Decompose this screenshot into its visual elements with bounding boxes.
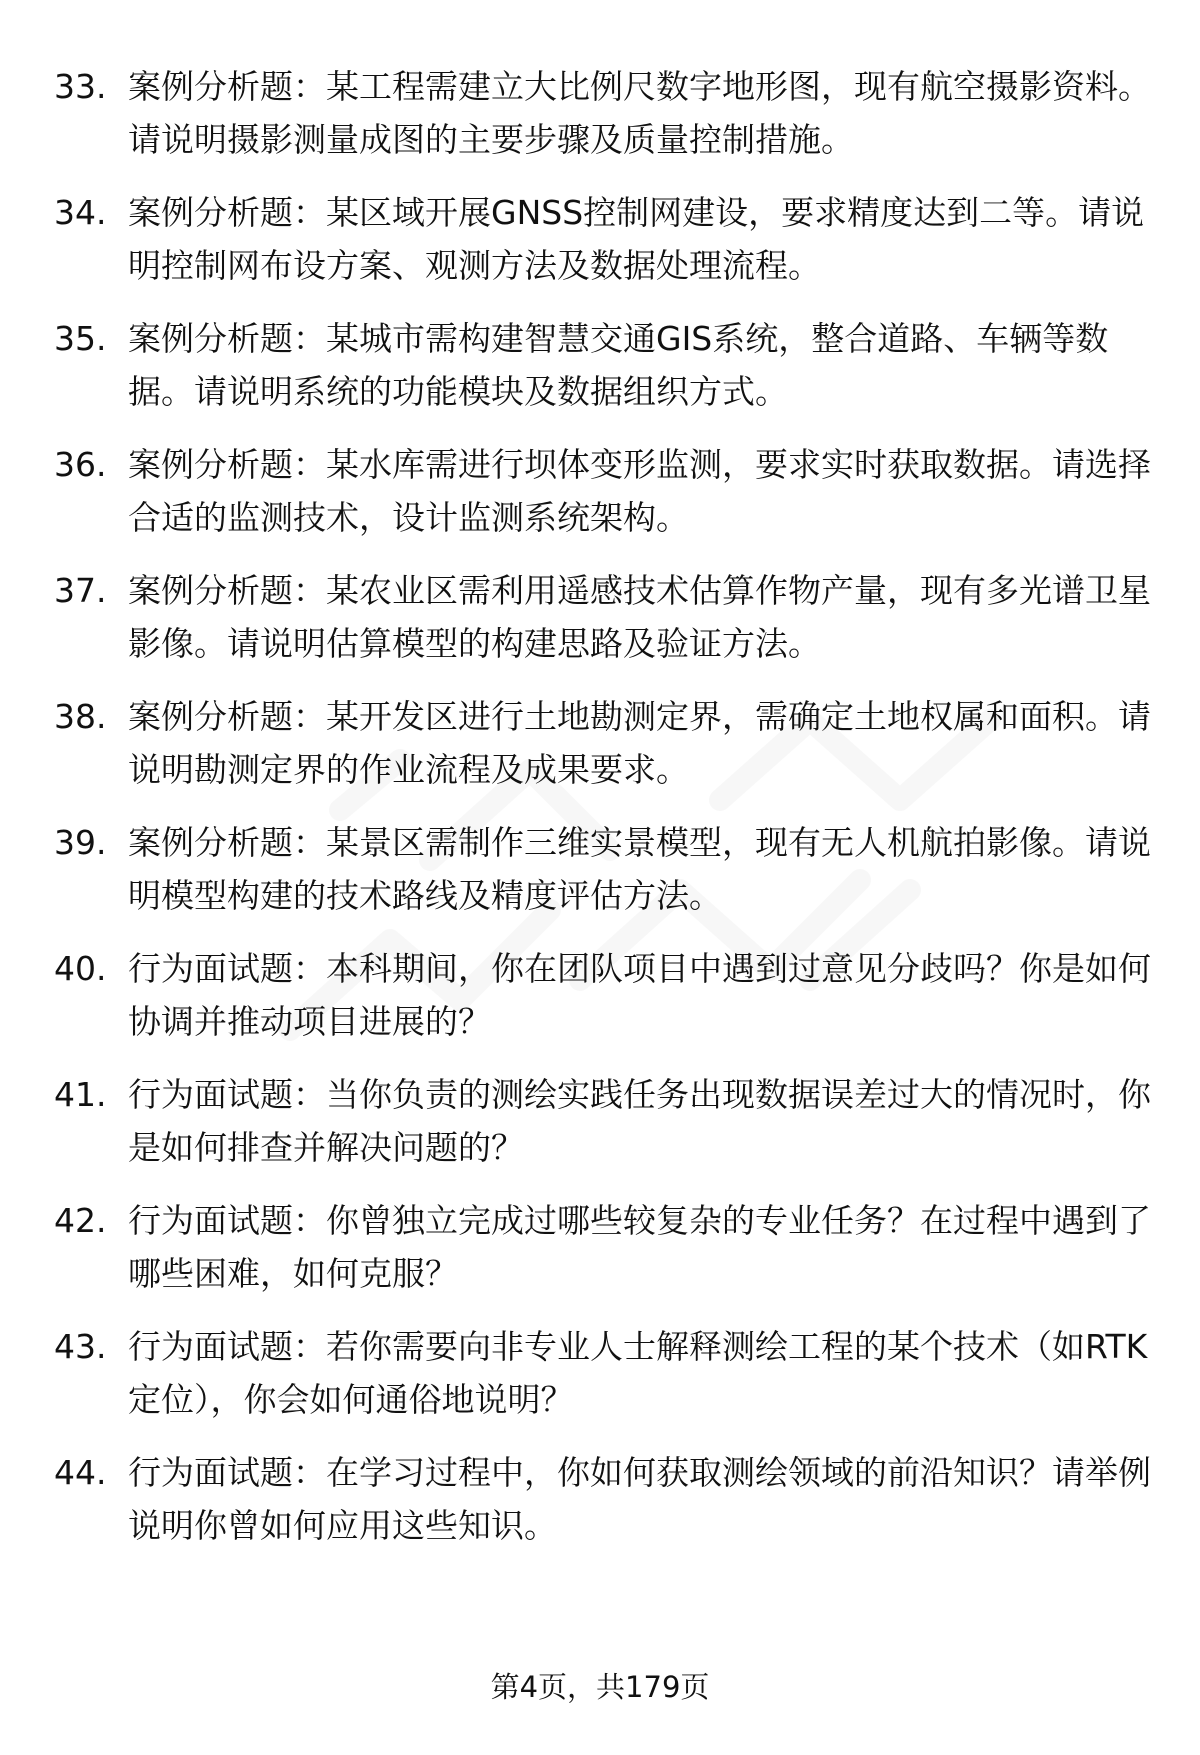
question-item (54, 1320, 1164, 1446)
question-text: 案例分析题：某水库需进行坝体变形监测，要求实时获取数据。请选择合适的监测技术，设计监测系统架构。 (128, 445, 1151, 537)
question-text: 案例分析题：某工程需建立大比例尺数字地形图，现有航空摄影资料。请说明摄影测量成图的主要步骤及质量控制措施。 (128, 67, 1151, 159)
question-text: 案例分析题：某农业区需利用遥感技术估算作物产量，现有多光谱卫星影像。请说明估算模型的构建思路及验证方法。 (128, 571, 1151, 663)
question-number: 42. (54, 1201, 107, 1240)
question-item (54, 816, 1164, 942)
question-list (54, 60, 1164, 1572)
question-number: 34. (54, 193, 107, 232)
question-text: 案例分析题：某景区需制作三维实景模型，现有无人机航拍影像。请说明模型构建的技术路线及精度评估方法。 (128, 823, 1151, 915)
question-item (54, 60, 1164, 186)
question-number: 39. (54, 823, 107, 862)
question-number: 43. (54, 1327, 107, 1366)
question-number: 33. (54, 67, 107, 106)
question-item (54, 564, 1164, 690)
question-item (54, 1194, 1164, 1320)
question-item (54, 438, 1164, 564)
question-item (54, 1446, 1164, 1572)
question-item (54, 1068, 1164, 1194)
question-text: 案例分析题：某开发区进行土地勘测定界，需确定土地权属和面积。请说明勘测定界的作业流程及成果要求。 (128, 697, 1151, 789)
question-number: 36. (54, 445, 107, 484)
question-item (54, 312, 1164, 438)
question-number: 44. (54, 1453, 107, 1492)
question-text: 行为面试题：你曾独立完成过哪些较复杂的专业任务？在过程中遇到了哪些困难，如何克服？ (128, 1201, 1151, 1293)
question-number: 38. (54, 697, 107, 736)
question-text: 行为面试题：当你负责的测绘实践任务出现数据误差过大的情况时，你是如何排查并解决问题的？ (128, 1075, 1151, 1167)
question-item (54, 942, 1164, 1068)
question-number: 40. (54, 949, 107, 988)
question-text: 案例分析题：某城市需构建智慧交通GIS系统，整合道路、车辆等数据。请说明系统的功能模块及数据组织方式。 (128, 319, 1109, 411)
question-number: 35. (54, 319, 107, 358)
question-item (54, 690, 1164, 816)
question-text: 行为面试题：若你需要向非专业人士解释测绘工程的某个技术（如RTK定位），你会如何通俗地说明？ (128, 1327, 1148, 1419)
question-text: 案例分析题：某区域开展GNSS控制网建设，要求精度达到二等。请说明控制网布设方案、观测方法及数据处理流程。 (128, 193, 1145, 285)
question-item (54, 186, 1164, 312)
question-number: 37. (54, 571, 107, 610)
question-text: 行为面试题：本科期间，你在团队项目中遇到过意见分歧吗？你是如何协调并推动项目进展的？ (128, 949, 1151, 1041)
question-number: 41. (54, 1075, 107, 1114)
question-text: 行为面试题：在学习过程中，你如何获取测绘领域的前沿知识？请举例说明你曾如何应用这些知识。 (128, 1453, 1151, 1545)
page-number-footer: 第4页，共179页 (490, 1670, 710, 1704)
